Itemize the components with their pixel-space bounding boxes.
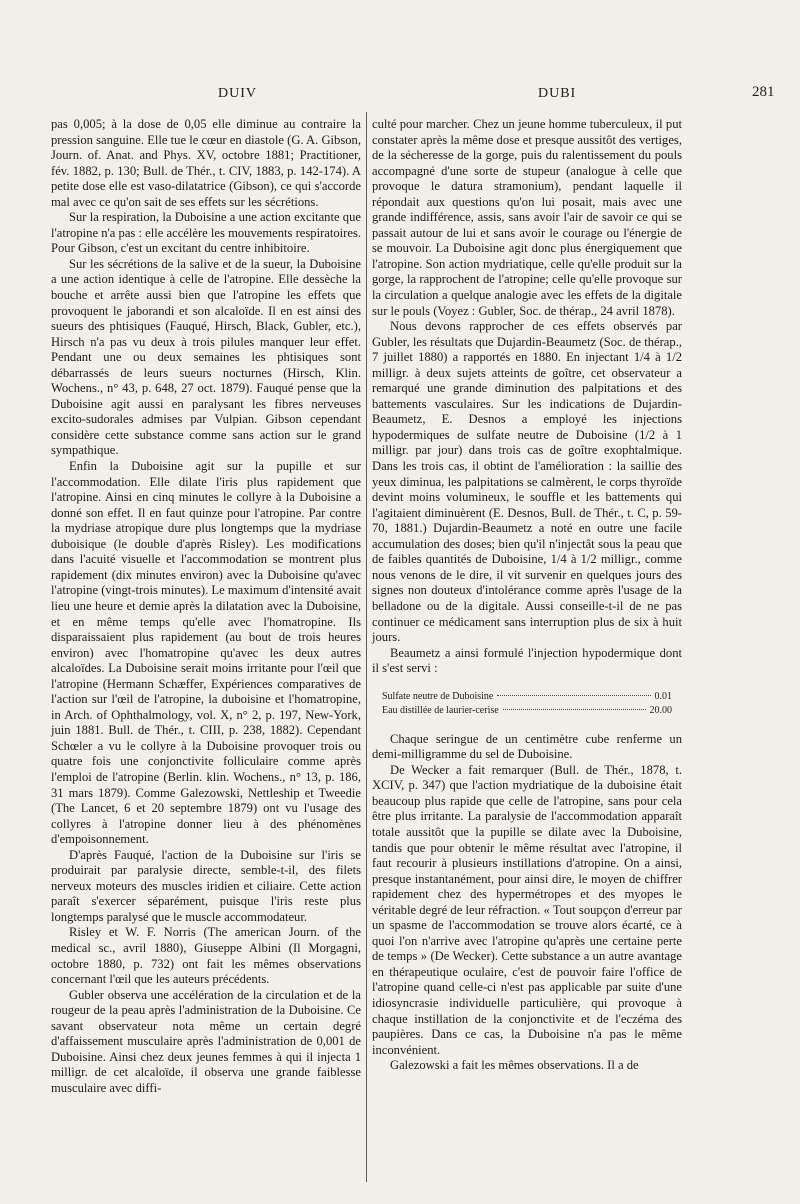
- paragraph: Enfin la Duboisine agit sur la pupille et sur l'accommodation. Elle dilate l'iris plus rapidement que l'atropine. Ainsi en cinq minutes le collyre à la Duboisine a donné son effet. Il en faut quinze pour l'atropine. Par contre la mydriase atropique dure plus longtemps que la mydriase duboisique (le double d'après Risley). Les modifications dans l'acuité visuelle et l'accommodation se montrent plus rapidement (dix minutes environ) avec la Duboisine qu'avec l'atropine (vingt-trois minutes). Le maximum d'intensité avait lieu une heure et demie après la dilatation avec la Duboisine, et en même temps qu'elle avec l'homatropine. Ils disparaissaient plus rapidement (au bout de trois heures environ) avec l'homatropine qu'avec les deux autres alcaloïdes. La Duboisine serait moins irritante pour l'œil que l'atropine (Hermann Schæffer, Expériences comparatives de l'action sur l'œil de l'atropine, la duboisine et l'homatropine, in Arch. of Ophthalmology, vol. X, n° 2, p. 197, New-York, juin 1881. Bull. de Thér., t. CIII, p. 238, 1882). Cependant Schœler a vu le collyre à la Duboisine provoquer trois ou quatre fois une conjonctivite folliculaire comme après l'emploi de l'atropine (Berlin. klin. Wochens., n° 13, p. 186, 31 mars 1879). Comme Galezowski, Nettleship et Tweedie (The Lancet, 6 et 20 septembre 1879) ont vu l'usage des collyres à l'atropine donner lieu à des phénomènes d'empoisonnement.: [51, 459, 361, 847]
- formula-quantity: 20.00: [649, 704, 672, 716]
- paragraph: Risley et W. F. Norris (The american Journ. of the medical sc., avril 1880), Giuseppe Albini (Il Morgagni, octobre 1880, p. 732) ont fait les mêmes observations concernant l'œil que les auteurs précédents.: [51, 925, 361, 987]
- left-column: [51, 117, 361, 1096]
- paragraph: Galezowski a fait les mêmes observations. Il a de: [390, 1058, 639, 1073]
- dot-leader: [503, 709, 646, 710]
- paragraph: Beaumetz a ainsi formulé l'injection hypodermique dont il s'est servi :: [372, 645, 682, 676]
- dot-leader: [497, 695, 650, 696]
- paragraph: D'après Fauqué, l'action de la Duboisine sur l'iris se produirait par paralysie directe, semble-t-il, des filets nerveux moteurs des muscles iridien et ciliaire. Cette action paraît s'exercer séparément, puisque l'iris reste plus longtemps paralysé que le muscle accommodateur.: [51, 847, 361, 924]
- running-head-left: DUIV: [218, 86, 257, 101]
- right-column-top-text: [372, 117, 682, 677]
- formula-ingredient: Sulfate neutre de Duboisine: [382, 690, 494, 702]
- paragraph: culté pour marcher. Chez un jeune homme tuberculeux, il put constater après la même dose et presque aussitôt des vertiges, de la sécheresse de la gorge, puis du ralentissement du pouls accompagné d'une sorte de stupeur (analogue à celle que provoque le datura stramonium), pendant laquelle il répondait aux questions qu'on lui posait, mais avec une grande indifférence, assis, sans avoir l'air de savoir ce qui se passait autour de lui et sans avoir le courage ou l'énergie de se mouvoir. La Duboisine agit donc plus énergiquement que l'atropine. Son action mydriatique, celle qu'elle produit sur la gorge, la rapprochent de l'atropine; celle qu'elle provoque sur la circulation a quelque analogie avec les effets de la digitale sur le pouls (Voyez : Gubler, Soc. de thérap., 24 avril 1878).: [372, 117, 682, 318]
- formula-quantity: 0.01: [654, 690, 672, 702]
- formula-row: [382, 704, 672, 718]
- page-number: 281: [752, 84, 775, 100]
- paragraph: Sur la respiration, la Duboisine a une action excitante que l'atropine n'a pas : elle accélère les mouvements respiratoires. Pour Gibson, c'est un excitant du centre inhibitoire.: [51, 210, 361, 256]
- formula-ingredient: Eau distillée de laurier-cerise: [382, 704, 499, 716]
- right-column-bottom-text: [372, 732, 682, 1074]
- paragraph: Sur les sécrétions de la salive et de la sueur, la Duboisine a une action identique à celle de l'atropine. Elle dessèche la bouche et arrête aussi bien que l'atropine les effets que provoquent le jaborandi et son alcaloïde. Il en est ainsi des sueurs des phtisiques (Fauqué, Hirsch, Black, Gubler, etc.), Hirsch n'a pas vu deux à trois pilules manquer leur effet. Pendant une ou deux semaines les phtisiques sont débarrassés de leurs sueurs nocturnes (Hirsch, Klin. Wochens., n° 43, p. 648, 27 oct. 1879). Fauqué pense que la Duboisine agit aussi en paralysant les fibres nerveuses excito-sudorales admises par Vulpian. Gibson cependant considère cette substance comme sans action sur le grand sympathique.: [51, 256, 361, 458]
- formula-row: [382, 690, 672, 704]
- paragraph: pas 0,005; à la dose de 0,05 elle diminue au contraire la pression sanguine. Elle tue le cœur en diastole (G. A. Gibson, Journ. of. Anat. and Phys. XV, octobre 1881; Practitioner, fév. 1882, p. 130; Bull. de Thér., t. CIV, 1883, p. 142-174). A petite dose elle est vaso-dilatatrice (Gibson), ce qui s'accorde mal avec ce qu'on sait de ses effets sur les sécrétions.: [51, 117, 361, 209]
- paragraph: Chaque seringue de un centimètre cube renferme un demi-milligramme du sel de Duboisine.: [372, 731, 682, 762]
- paragraph: Nous devons rapprocher de ces effets observés par Gubler, les résultats que Dujardin-Beaumetz (Soc. de thérap., 7 juillet 1880) a rapportés en 1880. En injectant 1/4 à 1/2 milligr. à deux sujets atteints de goître, cet observateur a remarqué une grande diminution des palpitations et des battements vasculaires. Sur les indications de Dujardin-Beaumetz, E. Desnos a employé les injections hypodermiques de sulfate neutre de Duboisine (1/2 à 1 milligr. par jour) dans trois cas de goître exophtalmique. Dans les trois cas, il obtint de l'amélioration : la saillie des yeux diminua, les palpitations se calmèrent, le corps thyroïde devint moins volumineux, le souffle et les battements qui l'agitaient diminuèrent (E. Desnos, Bull. de Thér., t. C, p. 59-70, 1881.) Dujardin-Beaumetz a noté en outre une facile accumulation des doses; bien qu'il n'injectât sous la peau que de faibles quantités de Duboisine, 1/4 à 1/2 milligr., comme nous venons de le dire, il vit survenir en quelques jours des signes non douteux d'intolérance comme après l'usage de la belladone ou de la digitale. Aussi conseille-t-il de ne pas continuer ce médicament sans interruption plus de six à huit jours.: [372, 319, 682, 645]
- paragraph: Gubler observa une accélération de la circulation et de la rougeur de la peau après l'administration de la Duboisine. Ce savant observateur nota même un certain degré d'affaissement musculaire après l'administration de 0,001 de Duboisine. Ainsi chez deux jeunes femmes à qui il injecta 1 milligr. de cet alcaloïde, il observa une grande faiblesse musculaire avec diffi-: [51, 987, 361, 1095]
- column-divider: [366, 112, 367, 1182]
- paragraph: De Wecker a fait remarquer (Bull. de Thér., 1878, t. XCIV, p. 347) que l'action mydriatique de la duboisine était beaucoup plus rapide que celle de l'atropine, sans pour cela être plus irritante. La paralysie de l'accommodation apparaît totale aussitôt que la pupille se dilate avec la Duboisine, tandis que pour obtenir le même résultat avec l'atropine, il faut recourir à plusieurs instillations d'atropine. On a ainsi, presque instantanément, pour ainsi dire, le moyen de chiffrer rapidement chez des hypermétropes et des myopes le véritable degré de leur réfraction. « Tout soupçon d'erreur par un spasme de l'accommodation se trouve alors écarté, ce à quoi l'on n'arrive avec l'atropine qu'après une certaine perte de temps » (De Wecker). Cette substance a un autre avantage en thérapeutique oculaire, c'est de pouvoir faire l'office de l'atropine quand celle-ci n'est pas applicable par suite d'une idiosyncrasie individuelle particulière, qui provoque à chaque instillation de la conjonctivite et de l'eczéma des paupières. Dans ce cas, la Duboisine n'a pas le même inconvénient.: [372, 762, 682, 1057]
- formula-table: [382, 690, 672, 718]
- running-head-right: DUBI: [538, 86, 577, 101]
- right-column: [372, 117, 682, 1074]
